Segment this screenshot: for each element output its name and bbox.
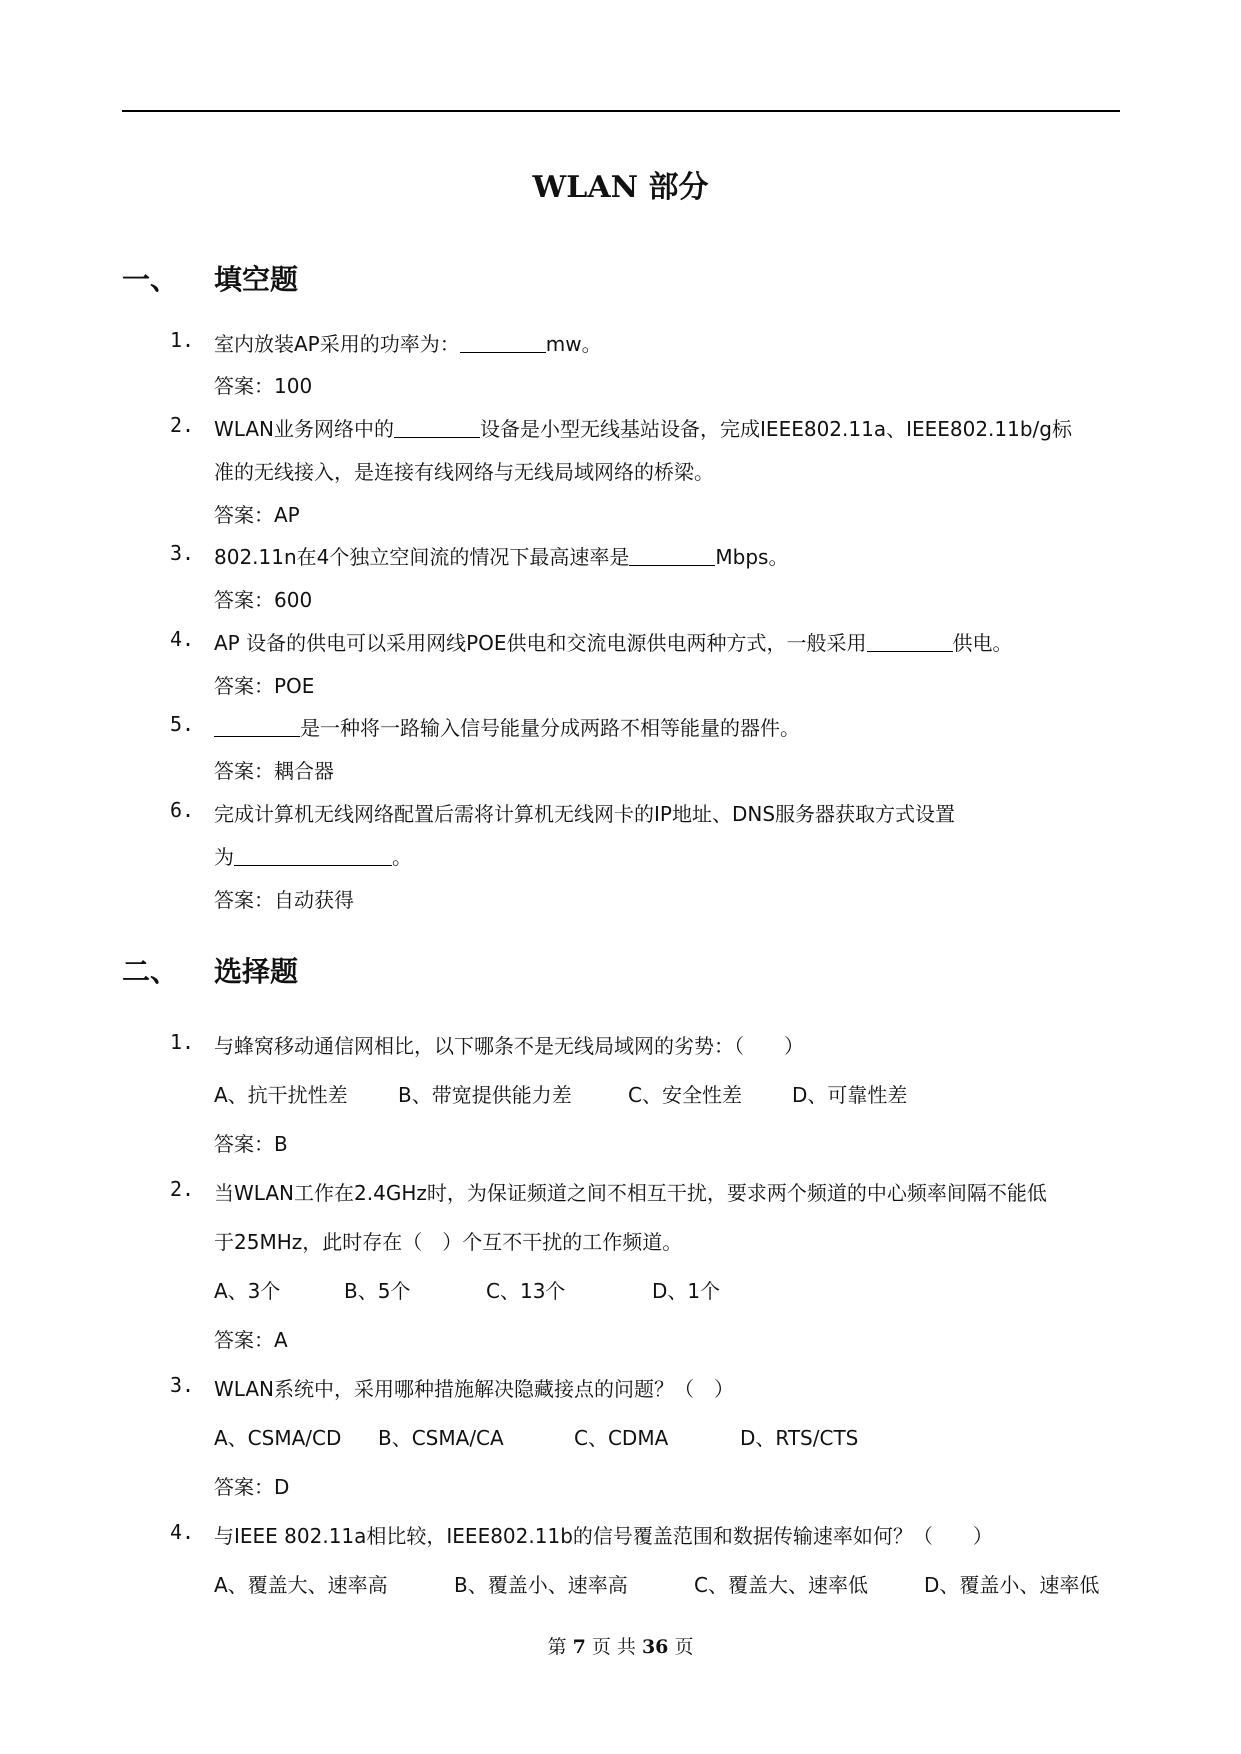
answer-blank	[214, 718, 300, 737]
answer-blank	[867, 633, 953, 652]
question-number: 2.	[170, 413, 195, 437]
choice-question-2: 当WLAN工作在2.4GHz时，为保证频道之间不相互干扰，要求两个频道的中心频率间隔不能低	[214, 1181, 1047, 1205]
answer-line: 答案：B	[214, 1132, 288, 1156]
fill-question-6: 完成计算机无线网络配置后需将计算机无线网卡的IP地址、DNS服务器获取方式设置	[214, 802, 956, 826]
option-d: D、覆盖小、速率低	[924, 1573, 1100, 1597]
question-number: 1.	[170, 328, 195, 352]
answer-line: 答案：A	[214, 1328, 288, 1352]
fill-question-1	[214, 328, 602, 357]
option-a: A、CSMA/CD	[214, 1426, 342, 1450]
total-pages: 36	[641, 1636, 669, 1658]
footer-text: 页	[674, 1636, 694, 1658]
header-rule	[122, 110, 1120, 112]
question-number: 2.	[170, 1177, 195, 1201]
option-a: A、覆盖大、速率高	[214, 1573, 388, 1597]
question-text: 。	[392, 845, 412, 869]
choice-question-4: 与IEEE 802.11a相比较，IEEE802.11b的信号覆盖范围和数据传输速率如何？（ ）	[214, 1524, 993, 1548]
answer-blank	[629, 547, 715, 566]
question-text: 是一种将一路输入信号能量分成两路不相等能量的器件。	[300, 716, 800, 740]
choice-question-1: 与蜂窝移动通信网相比，以下哪条不是无线局域网的劣势：（ ）	[214, 1034, 804, 1058]
question-text: 为	[214, 845, 234, 869]
fill-question-5	[214, 712, 800, 741]
page-footer	[0, 1632, 1241, 1659]
question-text: AP 设备的供电可以采用网线POE供电和交流电源供电两种方式，一般采用	[214, 631, 867, 655]
option-b: B、CSMA/CA	[378, 1426, 504, 1450]
option-b: B、5个	[344, 1279, 411, 1303]
page-title: WLAN 部分	[532, 170, 709, 205]
question-text: 802.11n在4个独立空间流的情况下最高速率是	[214, 545, 630, 569]
answer-line: 答案：D	[214, 1475, 290, 1499]
current-page-number: 7	[572, 1636, 586, 1658]
question-text-cont	[214, 841, 412, 870]
option-d: D、可靠性差	[792, 1083, 908, 1107]
footer-text: 页 共	[591, 1636, 636, 1658]
question-text-cont: 于25MHz，此时存在（ ）个互不干扰的工作频道。	[214, 1230, 683, 1254]
fill-question-4	[214, 627, 1013, 656]
section-number: 二、	[122, 955, 179, 988]
option-b: B、带宽提供能力差	[398, 1083, 572, 1107]
answer-line: 答案：自动获得	[214, 888, 354, 912]
option-a: A、3个	[214, 1279, 281, 1303]
question-text: Mbps。	[715, 545, 789, 569]
question-text: 室内放装AP采用的功率为：	[214, 332, 460, 356]
option-b: B、覆盖小、速率高	[454, 1573, 628, 1597]
section-heading-choice	[122, 950, 298, 990]
answer-line: 答案：AP	[214, 503, 300, 527]
answer-line: 答案：100	[214, 374, 313, 398]
option-d: D、RTS/CTS	[740, 1426, 859, 1450]
question-text: mw。	[545, 332, 602, 356]
footer-text: 第	[547, 1636, 567, 1658]
option-c: C、CDMA	[574, 1426, 669, 1450]
fill-question-2	[214, 413, 1072, 442]
option-c: C、13个	[486, 1279, 566, 1303]
answer-blank	[460, 334, 546, 353]
question-number: 4.	[170, 1520, 195, 1544]
options-row	[214, 1569, 1099, 1598]
question-number: 3.	[170, 1373, 195, 1397]
question-text: WLAN业务网络中的	[214, 417, 395, 441]
option-a: A、抗干扰性差	[214, 1083, 348, 1107]
question-text: 设备是小型无线基站设备，完成IEEE802.11a、IEEE802.11b/g标	[480, 417, 1072, 441]
answer-blank	[234, 847, 392, 866]
options-row	[214, 1275, 720, 1304]
option-c: C、安全性差	[628, 1083, 742, 1107]
question-text-cont: 准的无线接入，是连接有线网络与无线局域网络的桥梁。	[214, 460, 714, 484]
answer-line: 答案：POE	[214, 674, 315, 698]
question-number: 1.	[170, 1030, 195, 1054]
fill-question-3	[214, 541, 788, 570]
section-number: 一、	[122, 263, 179, 296]
options-row	[214, 1079, 907, 1108]
question-number: 5.	[170, 712, 195, 736]
question-number: 6.	[170, 798, 195, 822]
section-label: 填空题	[214, 263, 299, 296]
options-row	[214, 1422, 858, 1451]
choice-question-3: WLAN系统中，采用哪种措施解决隐藏接点的问题？（ ）	[214, 1377, 735, 1401]
answer-line: 答案：耦合器	[214, 759, 334, 783]
section-label: 选择题	[214, 955, 299, 988]
answer-blank	[394, 419, 480, 438]
section-heading-fill	[122, 258, 298, 298]
question-number: 3.	[170, 541, 195, 565]
answer-line: 答案：600	[214, 588, 313, 612]
option-c: C、覆盖大、速率低	[694, 1573, 868, 1597]
question-text: 供电。	[952, 631, 1013, 655]
question-number: 4.	[170, 627, 195, 651]
option-d: D、1个	[652, 1279, 721, 1303]
